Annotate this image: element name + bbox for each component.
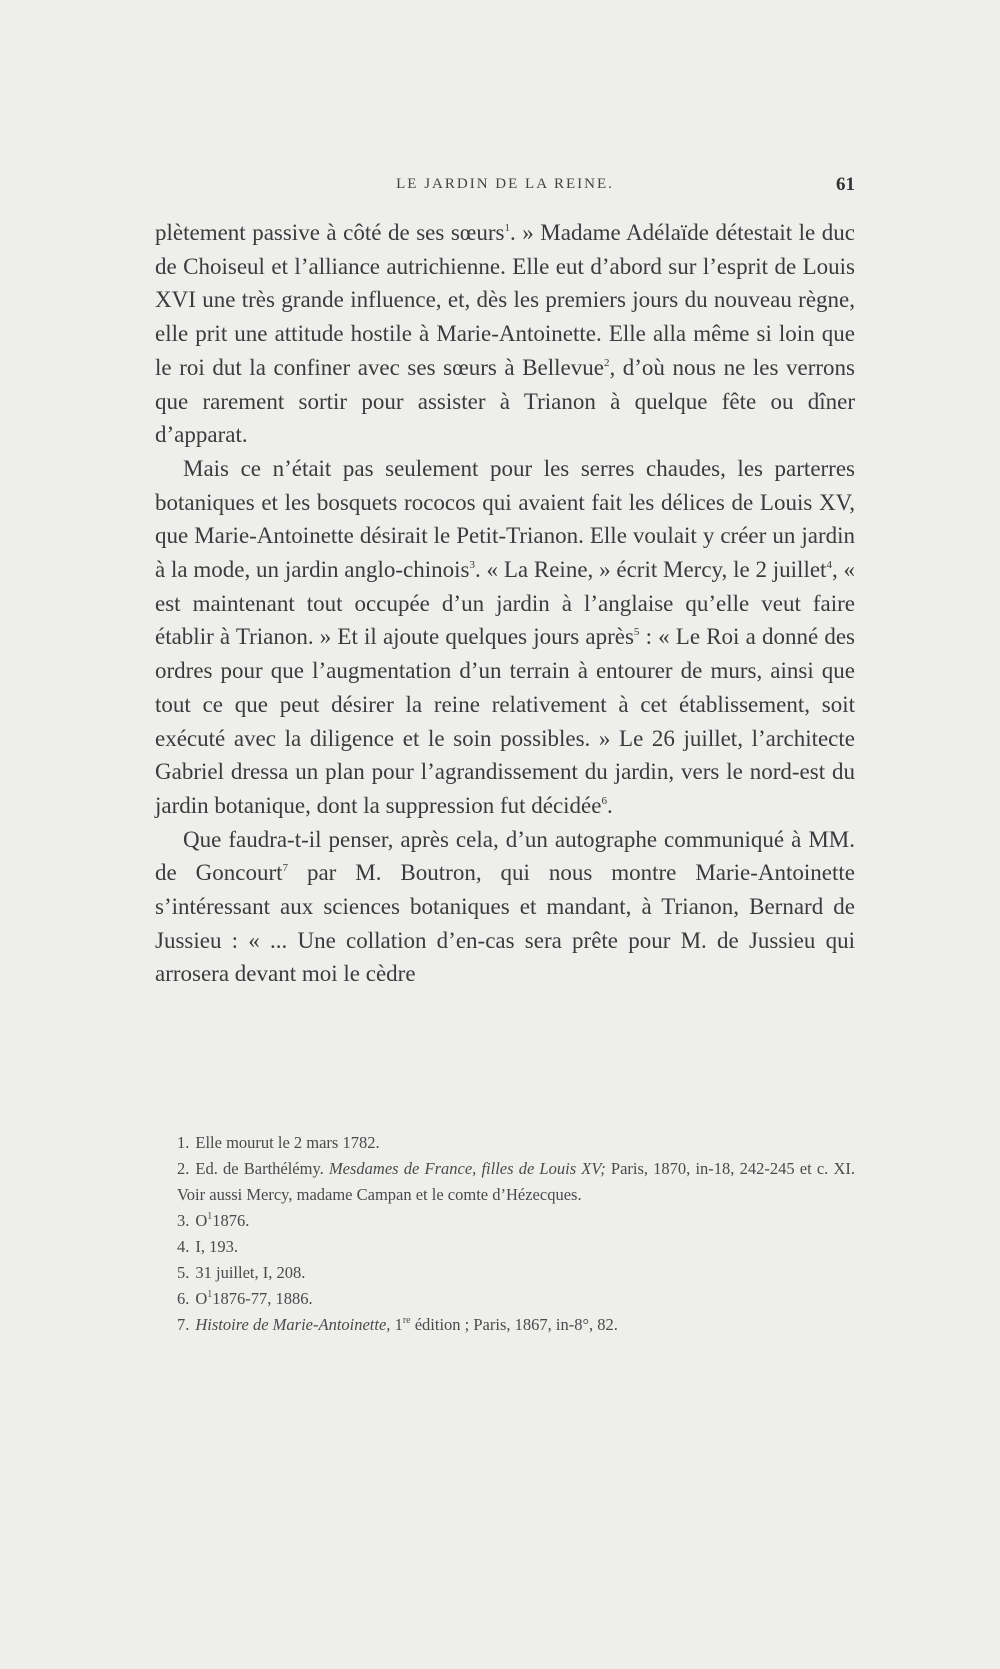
text-run: Mais ce n’était pas seulement pour les serres chaudes, les parterres botaniques et les bosquets rococos qui avaient fait les délices de Louis XV, que Marie-Antoinette désirait le Petit-Trianon. Elle voulait y créer un jardin à la mode, un jardin anglo-chinois bbox=[155, 455, 855, 583]
text-run: Que faudra-t-il penser, après cela, d’un autographe communiqué à MM. de Goncourt bbox=[155, 826, 855, 886]
italic-text: Histoire de Marie-Antoinette, bbox=[195, 1315, 391, 1334]
footnote-number: 3. bbox=[177, 1211, 190, 1230]
text-run: O bbox=[195, 1289, 208, 1308]
body-text bbox=[155, 216, 855, 991]
paragraph bbox=[155, 216, 855, 452]
footnote-number: 4. bbox=[177, 1237, 190, 1256]
text-run: , « est maintenant tout occupée d’un jardin à l’anglaise qu’elle veut faire établir à Trianon. » Et il ajoute quelques jours après bbox=[155, 557, 855, 650]
text-run: 31 juillet, I, 208. bbox=[195, 1263, 306, 1282]
text-run: I, 193. bbox=[195, 1237, 238, 1256]
text-run: Elle mourut le 2 mars 1782. bbox=[195, 1133, 380, 1152]
note-ref: re bbox=[402, 1315, 411, 1326]
text-run: par M. Boutron, qui nous montre Marie-Antoinette s’intéressant aux sciences botaniques et mandant, à Trianon, Bernard de Jussieu : « ... Une collation d’en-cas sera prête pour M. de Jussieu qui arrosera devant moi le cèdre bbox=[155, 860, 855, 987]
footnotes bbox=[155, 1130, 855, 1338]
paragraph bbox=[155, 823, 855, 992]
footnote bbox=[155, 1234, 855, 1260]
text-run: O bbox=[195, 1211, 208, 1230]
text-run: édition ; Paris, 1867, in-8°, 82. bbox=[410, 1315, 618, 1334]
text-run: . » Madame Adélaïde détestait le duc de Choiseul et l’alliance autrichienne. Elle eut d’abord sur l’esprit de Louis XVI une très grande influence, et, dès les premiers jours du nouveau règne, elle prit une attitude hostile à Marie-Antoinette. Elle alla même si loin que le roi dut la confiner avec ses sœurs à Bellevue bbox=[155, 220, 855, 380]
italic-text: Mesdames de France, filles de Louis XV; bbox=[328, 1159, 606, 1178]
text-run: 1876. bbox=[212, 1211, 250, 1230]
note-ref: 2 bbox=[603, 356, 610, 369]
footnote bbox=[155, 1260, 855, 1286]
text-run: , d’où nous ne les verrons que rarement sortir pour assister à Trianon à quelque fête ou dîner d’apparat. bbox=[155, 354, 855, 448]
footnote-number: 2. bbox=[177, 1159, 190, 1178]
footnote bbox=[155, 1130, 855, 1156]
footnote-number: 5. bbox=[177, 1263, 190, 1282]
paragraph bbox=[155, 452, 855, 823]
text-run: Ed. de Barthélémy. bbox=[195, 1159, 329, 1178]
note-ref: 5 bbox=[633, 626, 640, 639]
note-ref: 1 bbox=[207, 1211, 213, 1222]
text-run: . « La Reine, » écrit Mercy, le 2 juillet bbox=[474, 557, 827, 583]
text-run: : « Le Roi a donné des ordres pour que l’augmentation d’un terrain à entourer de murs, ainsi que tout ce que peut désirer la reine relativement à cet établissement, soit exécuté avec la diligence et le soin possibles. » Le 26 juillet, l’architecte Gabriel dressa un plan pour l’agrandissement du jardin, vers le nord-est du jardin botanique, dont la suppression fut décidée bbox=[155, 624, 855, 818]
footnote bbox=[155, 1312, 855, 1338]
page-number: 61 bbox=[836, 174, 855, 195]
footnote-number: 7. bbox=[177, 1315, 190, 1334]
note-ref: 1 bbox=[504, 222, 510, 234]
footnote bbox=[155, 1286, 855, 1312]
note-ref: 6 bbox=[601, 794, 607, 807]
note-ref: 1 bbox=[207, 1289, 213, 1300]
text-run: 1876-77, 1886. bbox=[212, 1289, 313, 1308]
note-ref: 7 bbox=[282, 862, 289, 875]
note-ref: 4 bbox=[826, 559, 832, 572]
text-run: plètement passive à côté de ses sœurs bbox=[155, 220, 505, 245]
text-run: Paris, 1870, in-18, 242-245 et c. XI. Voir aussi Mercy, madame Campan et le comte d’Hézecques. bbox=[177, 1159, 855, 1204]
running-head bbox=[155, 176, 855, 200]
text-run: . bbox=[606, 792, 613, 818]
text-run: 1 bbox=[390, 1315, 403, 1334]
note-ref: 3 bbox=[469, 559, 475, 572]
footnote bbox=[155, 1208, 855, 1234]
footnote bbox=[155, 1156, 855, 1208]
running-title: LE JARDIN DE LA REINE. bbox=[396, 176, 614, 192]
footnote-number: 6. bbox=[177, 1289, 190, 1308]
footnote-number: 1. bbox=[177, 1133, 190, 1152]
